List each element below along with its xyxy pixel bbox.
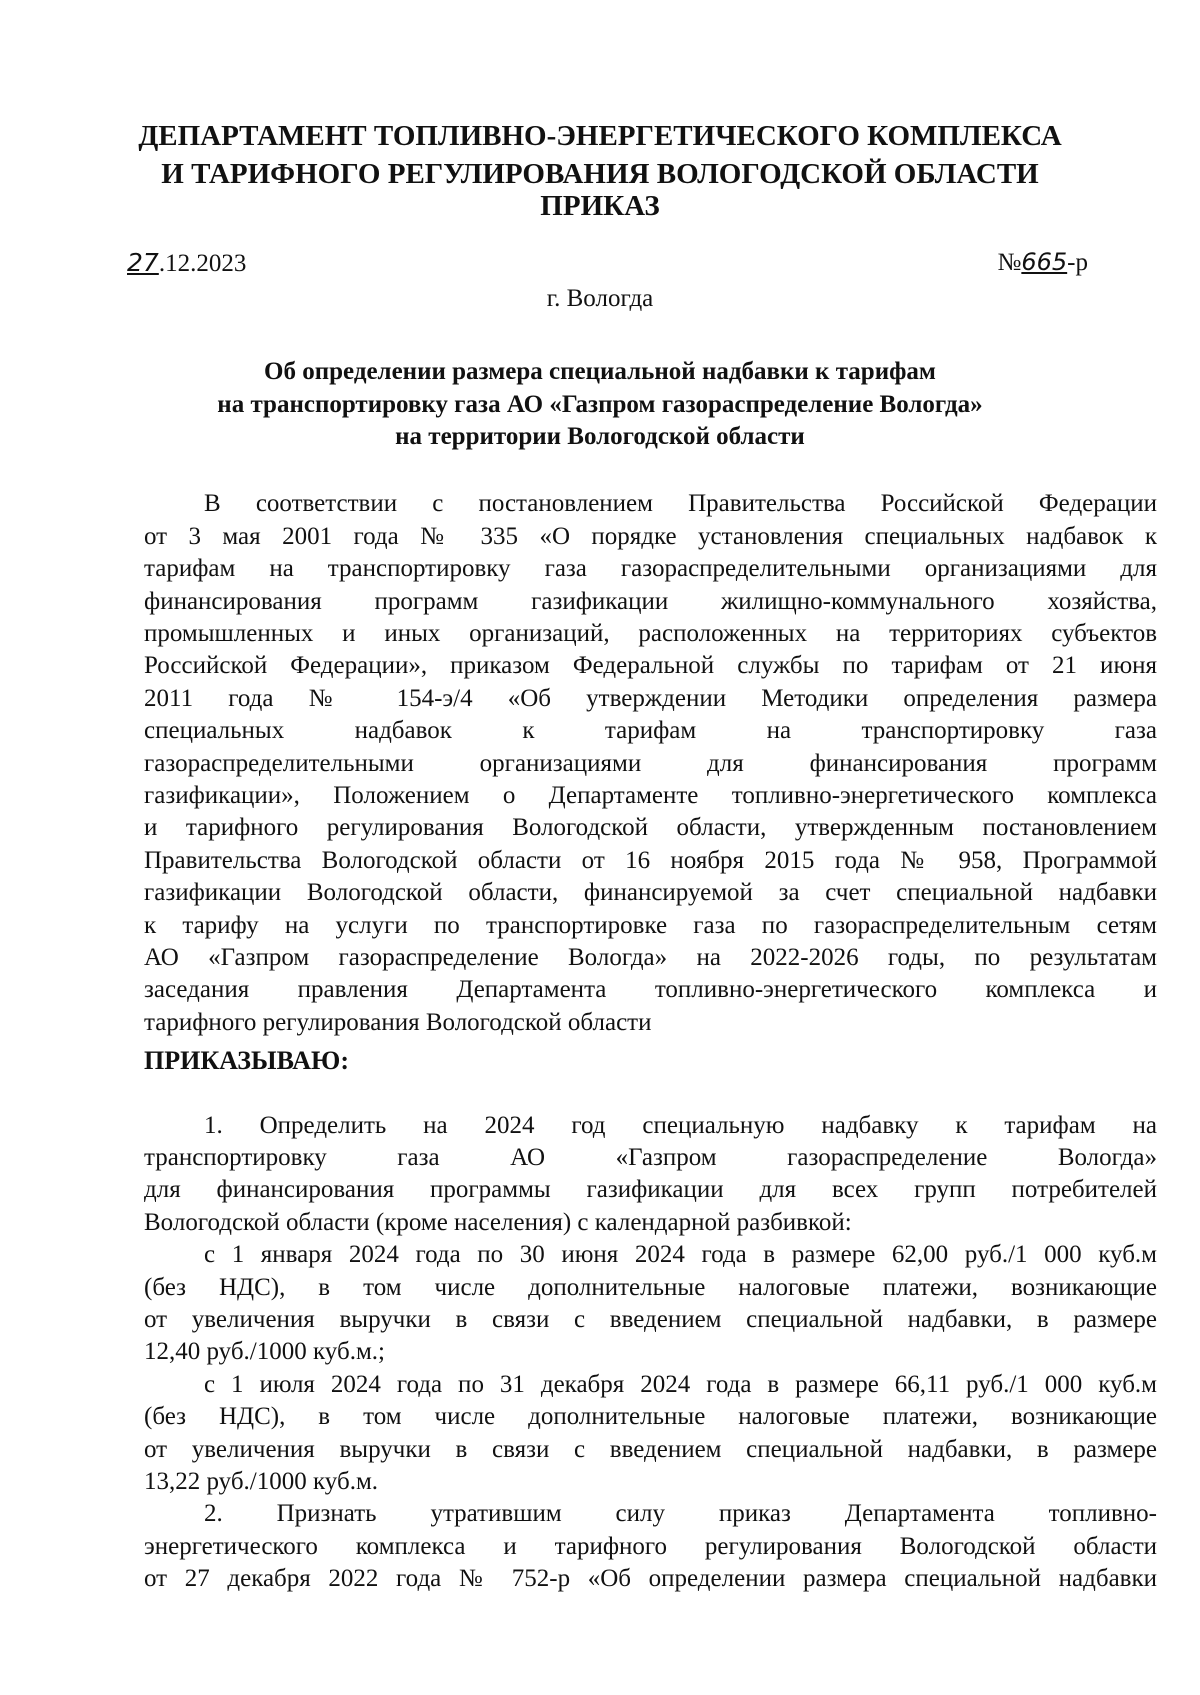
order-word: ПРИКАЗЫВАЮ: [144,1046,349,1075]
order-title-line1: Об определении размера специальной надбавки к тарифам [264,358,936,385]
body-line: с 1 июля 2024 года по 31 декабря 2024 года в размере 66,11 руб./1 000 куб.м [204,1371,1157,1398]
preamble-line: тарифного регулирования Вологодской области [144,1009,652,1036]
preamble-line: газификации Вологодской области, финансируемой за счет специальной надбавки [144,879,1157,906]
body-line: 12,40 руб./1000 куб.м.; [144,1338,385,1365]
body-line: от увеличения выручки в связи с введением специальной надбавки, в размере [144,1306,1157,1333]
handwritten-number: 665 [1021,248,1068,276]
body-line: 1. Определить на 2024 год специальную надбавку к тарифам на [204,1112,1157,1139]
preamble-line: газораспределительными организациями для финансирования программ [144,750,1157,777]
order-number [998,248,1089,277]
body-line: Вологодской области (кроме населения) с календарной разбивкой: [144,1209,852,1236]
handwritten-day: 27 [127,248,159,277]
body-line: для финансирования программы газификации для всех групп потребителей [144,1176,1157,1203]
body-line: от увеличения выручки в связи с введением специальной надбавки, в размере [144,1436,1157,1463]
preamble-line: АО «Газпром газораспределение Вологда» на 2022-2026 годы, по результатам [144,944,1157,971]
date-month-year: .12.2023 [158,250,247,277]
body-line: 2. Признать утратившим силу приказ Департамента топливно- [204,1500,1157,1527]
body-line: с 1 января 2024 года по 30 июня 2024 года в размере 62,00 руб./1 000 куб.м [204,1241,1157,1268]
preamble-line: газификации», Положением о Департаменте топливно-энергетического комплекса [144,782,1157,809]
order-title-line3: на территории Вологодской области [395,423,805,450]
preamble-line: Российской Федерации», приказом Федеральной службы по тарифам от 21 июня [144,652,1157,679]
preamble-line: к тарифу на услуги по транспортировке газа по газораспределительным сетям [144,912,1157,939]
document-type: ПРИКАЗ [540,190,660,222]
preamble-line: и тарифного регулирования Вологодской области, утвержденным постановлением [144,814,1157,841]
preamble-line: промышленных и иных организаций, расположенных на территориях субъектов [144,620,1157,647]
preamble-line: тарифам на транспортировку газа газораспределительными организациями для [144,555,1157,582]
body-line: от 27 декабря 2022 года № 752-р «Об определении размера специальной надбавки [144,1565,1157,1592]
preamble-line: специальных надбавок к тарифам на транспортировку газа [144,717,1157,744]
body-line: энергетического комплекса и тарифного регулирования Вологодской области [144,1533,1157,1560]
preamble-line: 2011 года № 154-э/4 «Об утверждении Методики определения размера [144,685,1157,712]
number-suffix: -р [1067,249,1088,276]
preamble-line: В соответствии с постановлением Правительства Российской Федерации [204,490,1157,517]
preamble-line: от 3 мая 2001 года № 335 «О порядке установления специальных надбавок к [144,523,1157,550]
preamble-line: Правительства Вологодской области от 16 ноября 2015 года № 958, Программой [144,847,1157,874]
city: г. Вологда [546,285,654,312]
department-title-line1: ДЕПАРТАМЕНТ ТОПЛИВНО-ЭНЕРГЕТИЧЕСКОГО КОМПЛЕКСА [138,120,1062,152]
order-title-line2: на транспортировку газа АО «Газпром газораспределение Вологда» [217,391,983,418]
body-line: (без НДС), в том числе дополнительные налоговые платежи, возникающие [144,1403,1157,1430]
preamble-line: заседания правления Департамента топливно-энергетического комплекса и [144,976,1157,1003]
body-line: (без НДС), в том числе дополнительные налоговые платежи, возникающие [144,1274,1157,1301]
body-line: 13,22 руб./1000 куб.м. [144,1468,379,1495]
order-date [127,248,246,278]
number-sign: № [997,249,1022,276]
body-line: транспортировку газа АО «Газпром газораспределение Вологда» [144,1144,1157,1171]
preamble-line: финансирования программ газификации жилищно-коммунального хозяйства, [144,588,1157,615]
department-title-line2: И ТАРИФНОГО РЕГУЛИРОВАНИЯ ВОЛОГОДСКОЙ ОБЛАСТИ [161,158,1039,190]
